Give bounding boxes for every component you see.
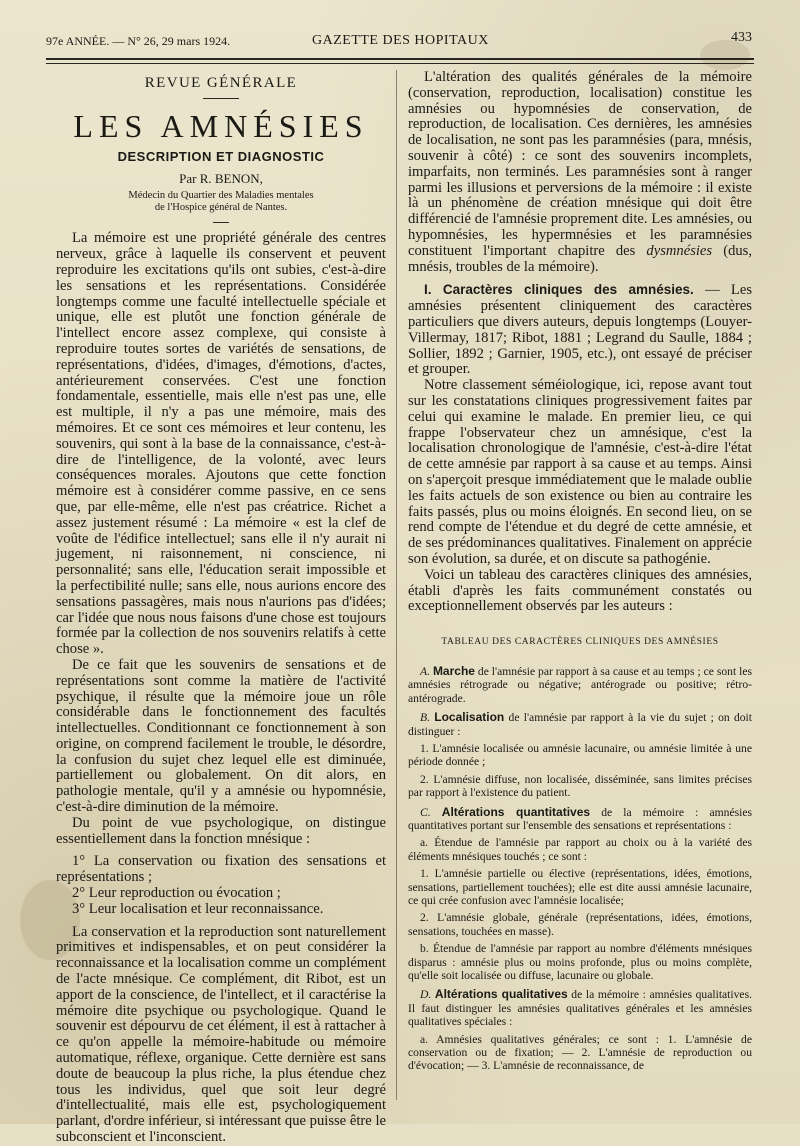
entry-lead: Localisation	[434, 710, 505, 725]
divider	[203, 98, 239, 99]
text: (dus, mnésis, troubles de la mémoire).	[408, 242, 752, 275]
right-column	[408, 70, 752, 1077]
journal-name: GAZETTE DES HOPITAUX	[312, 33, 489, 48]
table-subentry: 2. L'amnésie globale, générale (représentations, idées, émotions, sensations, touchées en masse).	[408, 911, 752, 938]
paragraph: La mémoire est une propriété générale des centres nerveux, grâce à laquelle ils conservent et peuvent reproduire les excitations qu'ils ont subies, c'est-à-dire les sensations et les représentations. Considérée longtemps comme une faculté intellectuelle spéciale et unique, elle est plutôt une fonction générale de l'intellect encore assez complexe, qui consiste à reproduire toutes sortes de variétés de sensations, de représentations, d'idées, d'images, d'émotions, d'actes, antérieurement conservées. C'est une fonction fondamentale, essentielle, mais elle n'est pas une, elle est multiple, il n'y a pas une mémoire, mais des mémoires. Et ce sont ces mémoires et leur contenu, les souvenirs, qui sont à la base de la connaissance, c'est-à-dire de l'intelligence, de la volonté, avec leurs conséquences morales. Ajoutons que cette fonction mémoire est à considérer comme passive, en ce sens que, par elle-même, elle n'est pas créatrice. Richet a assez justement résumé : La mémoire « est la clef de voûte de l'édifice intellectuel; sans elle il n'y aurait ni jugement, ni raisonnement, ni conscience, ni personnalité; sans elle, l'éducation serait impossible et la perfectibilité nulle; sans elle, nous aurions encore des sensations passagères, mais nous n'aurions pas d'idées; car l'idée que nous nous faisons d'une chose est toujours formée par la collection de nos souvenirs relatifs à cette chose ».	[56, 230, 386, 658]
paragraph: Voici un tableau des caractères cliniques des amnésies, établi d'après les faits communément constatés ou exceptionnellement observés par les auteurs :	[408, 566, 752, 615]
section-paragraph	[408, 282, 752, 378]
clinical-table	[408, 665, 752, 1073]
table-entry	[408, 806, 752, 833]
table-entry	[408, 988, 752, 1028]
table-subentry: a. Amnésies qualitatives générales; ce sont : 1. L'amnésie de conservation ou de fixation; — 2. L'amnésie de reproduction ou d'évocation; — 3. L'amnésie de reconnaissance, de	[408, 1032, 752, 1073]
text: — Les amnésies présentent cliniquement des caractères particuliers que divers auteurs, depuis longtemps (Louyer-Villermay, 1817; Ribot, 1881 ; Legrand du Saulle, 1884 ; Sollier, 1892 ; Garnier, 1905, etc.), ont essayé de préciser et grouper.	[408, 282, 752, 378]
entry-letter: C.	[420, 805, 431, 819]
text: de l'amnésie par rapport à sa cause et au temps ; ce sont les amnésies rétrograde ou négative; antérograde ou positive; rétro-antérograde.	[408, 664, 752, 705]
list-item: 1° La conservation ou fixation des sensations et représentations ;	[56, 853, 386, 886]
entry-lead: Altérations quantitatives	[441, 804, 591, 819]
table-entry	[408, 665, 752, 705]
entry-lead: Altérations qualitatives	[434, 987, 568, 1002]
text: de la mémoire : amnésies qualitatives. Il faut distinguer les amnésies qualitatives générales et les amnésies qualitatives spéciales :	[408, 988, 752, 1029]
issue-info: 97e ANNÉE. — N° 26, 29 mars 1924.	[46, 34, 231, 48]
page-number: 433	[731, 30, 752, 45]
paragraph: Notre classement séméiologique, ici, repose avant tout sur les constatations cliniques progressivement faites par celui qui examine le malade. En premier lieu, ce qui frappe l'observateur chez un amnésique, c'est la localisation chronologique de l'amnésie, c'est-à-dire l'état de cette amnésie par rapport à sa cause et au temps. Ainsi on s'aperçoit presque immédiatement que le malade oublie les faits actuels de son existence ou bien au contraire les faits passés, plus ou moins éloignés. En second lieu, on se rend compte de l'étendue et du degré de cette amnésie, et de ses prédominances qualitatives. Finalement on apprécie son évolution, sa durée, et on discute sa pathogénie.	[408, 377, 752, 567]
list-item: 2° Leur reproduction ou évocation ;	[72, 885, 281, 902]
table-subentry: 2. L'amnésie diffuse, non localisée, disséminée, sans limites précises par rapport à l'existence du patient.	[408, 772, 752, 800]
affiliation-line: Médecin du Quartier des Maladies mentales	[128, 190, 314, 202]
paragraph: La conservation et la reproduction sont naturellement primitives et indispensables, et on peut considérer la reconnaissance et la localisation comme un complément de l'acte mnésique. Ce complément, dit Ribot, est un apport de la conscience, de l'intellect, et il caractérise la mémoire dite psychique ou psychologique. Quand le souvenir est dépourvu de cet élément, il est à rattacher à ce qu'on appelle la mémoire-habitude ou mémoire automatique, réflexe, organique. Cette dernière est sans doute de beaucoup la plus riche, la plus étendue chez tous les individus, quel que soit leur degré d'intellectualité, mais elle est, psychologiquement parlant, d'ordre inférieur, si intéressant que puisse être le subconscient et l'inconscient.	[56, 923, 386, 1146]
text: de l'amnésie par rapport à la vie du sujet ; on doit distinguer :	[408, 711, 752, 738]
entry-letter: D.	[420, 988, 432, 1002]
text: L'altération des qualités générales de la mémoire (conservation, reproduction, localisation) constitue les amnésies ou hypomnésies de conservation, de reproduction, de localisation. Ces dernières, les amnésies de localisation, ne sont pas les paramnésies (para, mnésis, souvenir à côté) : ce sont des souvenirs incomplets, imparfaits, non terminés. Les paramnésies sont à ranger parmi les illusions et perversions de la mémoire : il existe là un phénomène de création mnésique qui doit être différencié de l'amnésie proprement dite. Les amnésies, ou hypomnésies, les hypermnésies et les paramnésies constituent l'important chapitre des	[408, 69, 752, 259]
text: de la mémoire : amnésies quantitatives portant sur l'ensemble des sensations et représentations :	[408, 805, 752, 832]
entry-lead: Marche	[432, 663, 475, 678]
paragraph: De ce fait que les souvenirs de sensations et de représentations sont comme la matière de l'activité psychique, il résulte que la mémoire joue un rôle considérable dans le fonctionnement des facultés intellectuelles. Conditionnant ce fonctionnement à son origine, on comprend facilement le trouble, le désordre, la confusion du sujet chez lequel elle est diminuée, partiellement ou globalement. On dit alors, en pathologie mentale, qu'il y a amnésie ou hypomnésie, c'est-à-dire diminution de la mémoire.	[56, 656, 386, 816]
section-heading: I. Caractères cliniques des amnésies.	[424, 282, 694, 298]
header-rule	[46, 58, 754, 60]
table-title: TABLEAU DES CARACTÈRES CLINIQUES DES AMNÉSIES	[441, 637, 719, 648]
author: Par R. BENON,	[179, 170, 263, 186]
column-divider	[396, 70, 397, 1100]
entry-letter: B.	[420, 711, 430, 725]
divider	[213, 222, 229, 223]
affiliation	[56, 190, 386, 214]
paragraph	[408, 70, 752, 275]
table-subentry: 1. L'amnésie partielle ou élective (représentations, idées, émotions, sensations, partiellement touchées); elle est dite aussi amnésie lacunaire, ce qui crée confusion avec l'amnésie localisée;	[408, 867, 752, 907]
affiliation-line: de l'Hospice général de Nantes.	[154, 202, 288, 214]
table-subentry: b. Étendue de l'amnésie par rapport au nombre d'éléments mnésiques disparus : amnésie plus ou moins profonde, plus ou moins complète, qu'elle soit localisée ou diffuse, lacunaire ou globale.	[408, 942, 752, 983]
section-title: REVUE GÉNÉRALE	[144, 75, 298, 91]
emphasis: dysmnésies	[646, 242, 713, 259]
header-rule	[46, 63, 754, 64]
running-header	[46, 30, 752, 50]
table-subentry: 1. L'amnésie localisée ou amnésie lacunaire, ou amnésie limitée à une période donnée ;	[408, 741, 752, 769]
list-item: 3° Leur localisation et leur reconnaissance.	[72, 900, 324, 917]
paragraph: Du point de vue psychologique, on distingue essentiellement dans la fonction mnésique :	[56, 814, 386, 847]
article-title: LES AMNÉSIES	[73, 107, 369, 144]
entry-letter: A.	[420, 664, 430, 678]
left-column	[56, 70, 386, 1146]
article-subtitle: DESCRIPTION ET DIAGNOSTIC	[117, 148, 325, 164]
table-entry	[408, 711, 752, 738]
table-subentry: a. Étendue de l'amnésie par rapport au choix ou à la variété des éléments mnésiques touchés ; ce sont :	[408, 836, 752, 863]
